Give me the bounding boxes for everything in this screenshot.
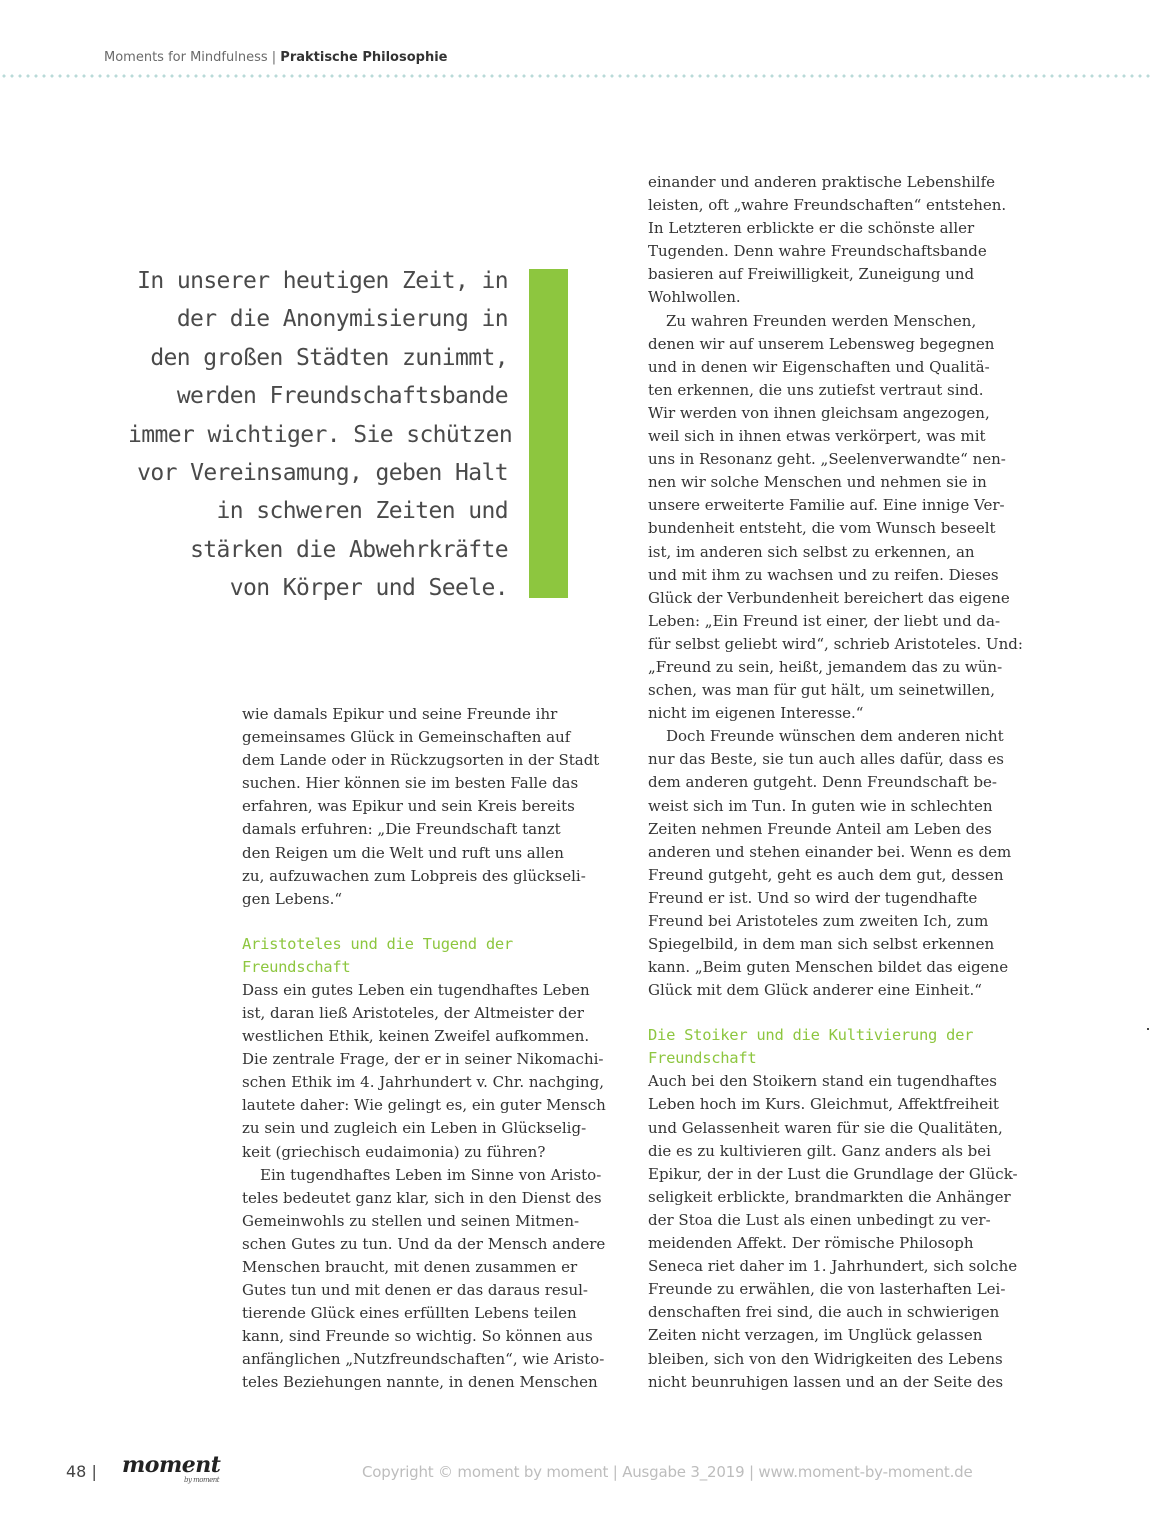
dotted-divider: [0, 73, 1150, 79]
logo-text: moment: [122, 1452, 221, 1478]
text-line: wie damals Epikur und seine Freunde ihr: [242, 705, 558, 723]
text-line: Leben: „Ein Freund ist einer, der liebt und da-: [648, 611, 1001, 630]
text-line: nicht im eigenen Interesse.“: [648, 704, 864, 723]
page-number-area: [66, 1462, 97, 1481]
text-line: Glück mit dem Glück anderer eine Einheit.“: [648, 981, 982, 1000]
text-line: Wir werden von ihnen gleichsam angezogen,: [648, 403, 990, 422]
text-line: Gutes tun und mit denen er das daraus resul-: [242, 1281, 588, 1300]
copyright-notice: Copyright © moment by moment | Ausgabe 3_2019 | www.moment-by-moment.de: [362, 1463, 973, 1481]
magazine-name: Moments for Mindfulness: [104, 50, 268, 65]
text-line: unsere erweiterte Familie auf. Eine innige Ver-: [648, 496, 1005, 515]
pull-quote-line: immer wichtiger. Sie schützen: [128, 421, 513, 448]
text-line: teles Beziehungen nannte, in denen Menschen: [242, 1373, 598, 1392]
left-column: [242, 703, 606, 1395]
text-line: nicht beunruhigen lassen und an der Seite des: [648, 1372, 1004, 1391]
text-line: ist, daran ließ Aristoteles, der Altmeister der: [242, 1003, 584, 1022]
text-line: zu, aufzuwachen zum Lobpreis des glückseli-: [242, 866, 586, 885]
text-line: den Reigen um die Welt und ruft uns allen: [242, 843, 564, 862]
text-line: Leben hoch im Kurs. Gleichmut, Affektfreiheit: [648, 1095, 999, 1114]
text-line: uns in Resonanz geht. „Seelenverwandte“ nen-: [648, 450, 1006, 469]
text-line: schen Ethik im 4. Jahrhundert v. Chr. nachging,: [242, 1073, 604, 1092]
text-line: lautete daher: Wie gelingt es, ein guter Mensch: [242, 1096, 606, 1115]
pull-quote-line: vor Vereinsamung, geben Halt: [137, 460, 508, 487]
pull-quote-line: in schweren Zeiten und: [216, 498, 508, 525]
text-line: ist, im anderen sich selbst zu erkennen, an: [648, 542, 975, 561]
text-line: „Freund zu sein, heißt, jemandem das zu wün-: [648, 657, 1003, 676]
text-line: dem Lande oder in Rückzugsorten in der Stadt: [242, 751, 600, 770]
text-line: weist sich im Tun. In guten wie in schlechten: [648, 796, 993, 815]
text-line: einander und anderen praktische Lebenshilfe: [648, 173, 995, 191]
heading-line: Freundschaft: [242, 957, 351, 976]
pull-quote-line: von Körper und Seele.: [229, 575, 508, 602]
text-line: Wohlwollen.: [648, 288, 741, 307]
paragraph: [242, 979, 606, 1164]
text-line: damals erfuhren: „Die Freundschaft tanzt: [242, 820, 561, 839]
text-line: Glück der Verbundenheit bereichert das eigene: [648, 588, 1010, 607]
text-line: Zeiten nehmen Freunde Anteil am Leben des: [648, 819, 992, 838]
section-heading: [242, 933, 606, 979]
text-line: suchen. Hier können sie im besten Falle das: [242, 774, 579, 793]
text-line: anderen und stehen einander bei. Wenn es dem: [648, 842, 1012, 861]
footer-separator: |: [91, 1462, 97, 1481]
text-line: bundenheit entsteht, die vom Wunsch beseelt: [648, 519, 996, 538]
page-number: 48: [66, 1462, 87, 1481]
text-line: der Stoa die Lust als einen unbedingt zu ver-: [648, 1210, 991, 1229]
paragraph: [648, 310, 1023, 726]
text-line: Auch bei den Stoikern stand ein tugendhaftes: [648, 1072, 997, 1091]
moment-logo: [122, 1452, 221, 1484]
text-line: zu sein und zugleich ein Leben in Glückselig-: [242, 1119, 587, 1138]
text-line: dem anderen gutgeht. Denn Freundschaft be-: [648, 773, 997, 792]
text-line: Zu wahren Freunden werden Menschen,: [666, 311, 977, 330]
paragraph: [648, 725, 1023, 1002]
text-line: schen Gutes zu tun. Und da der Mensch andere: [242, 1234, 606, 1253]
text-line: Dass ein gutes Leben ein tugendhaftes Leben: [242, 980, 590, 999]
text-line: westlichen Ethik, keinen Zweifel aufkommen.: [242, 1027, 590, 1046]
text-line: Zeiten nicht verzagen, im Unglück gelassen: [648, 1326, 983, 1345]
text-line: Tugenden. Denn wahre Freundschaftsbande: [648, 242, 987, 261]
text-line: und Gelassenheit waren für sie die Qualitäten,: [648, 1118, 1003, 1137]
section-name: Praktische Philosophie: [280, 50, 448, 65]
paragraph: [242, 1164, 606, 1395]
text-line: meidenden Affekt. Der römische Philosoph: [648, 1234, 974, 1253]
text-line: leisten, oft „wahre Freundschaften“ entstehen.: [648, 196, 1007, 215]
intro-paragraph: [242, 703, 606, 911]
paragraph: [648, 171, 1023, 310]
text-line: Freunde zu erwählen, die von lasterhaften Lei-: [648, 1280, 1006, 1299]
text-line: Doch Freunde wünschen dem anderen nicht: [666, 727, 1004, 746]
text-line: Epikur, der in der Lust die Grundlage der Glück-: [648, 1164, 1018, 1183]
running-header: [104, 50, 448, 65]
text-line: und mit ihm zu wachsen und zu reifen. Dieses: [648, 565, 999, 584]
paragraph: [648, 1070, 1023, 1393]
text-line: Freund bei Aristoteles zum zweiten Ich, zum: [648, 912, 989, 930]
text-line: denen wir auf unserem Lebensweg begegnen: [648, 334, 995, 353]
header-separator: |: [271, 50, 277, 65]
text-line: erfahren, was Epikur und sein Kreis bereits: [242, 797, 575, 816]
text-line: bleiben, sich von den Widrigkeiten des Lebens: [648, 1349, 1003, 1368]
text-line: die es zu kultivieren gilt. Ganz anders als bei: [648, 1141, 991, 1160]
text-line: gemeinsames Glück in Gemeinschaften auf: [242, 728, 571, 747]
pull-quote: [128, 262, 513, 608]
text-line: kann, sind Freunde so wichtig. So können aus: [242, 1327, 593, 1346]
text-line: kann. „Beim guten Menschen bildet das eigene: [648, 958, 1009, 977]
text-line: weil sich in ihnen etwas verkörpert, was mit: [648, 427, 986, 446]
text-line: Seneca riet daher im 1. Jahrhundert, sich solche: [648, 1257, 1018, 1276]
text-line: und in denen wir Eigenschaften und Qualitä-: [648, 357, 990, 376]
text-line: Die zentrale Frage, der er in seiner Nikomachi-: [242, 1050, 604, 1069]
text-line: schen, was man für gut hält, um seinetwillen,: [648, 681, 995, 700]
pull-quote-line: werden Freundschaftsbande: [176, 383, 508, 410]
pull-quote-line: stärken die Abwehrkräfte: [190, 536, 508, 563]
text-line: für selbst geliebt wird“, schrieb Aristoteles. Und:: [648, 634, 1023, 653]
text-line: ten erkennen, die uns zutiefst vertraut sind.: [648, 380, 984, 399]
heading-line: Aristoteles und die Tugend der: [242, 934, 513, 953]
right-column: [648, 171, 1023, 1394]
text-line: Menschen braucht, mit denen zusammen er: [242, 1257, 578, 1276]
pull-quote-line: In unserer heutigen Zeit, in: [137, 268, 508, 294]
accent-bar: [529, 269, 568, 598]
pull-quote-line: den großen Städten zunimmt,: [150, 344, 508, 371]
text-line: Freund gutgeht, geht es auch dem gut, dessen: [648, 865, 1004, 884]
text-line: In Letzteren erblickte er die schönste aller: [648, 219, 975, 238]
text-line: basieren auf Freiwilligkeit, Zuneigung und: [648, 265, 975, 284]
pull-quote-line: der die Anonymisierung in: [176, 306, 508, 333]
text-line: keit (griechisch eudaimonia) zu führen?: [242, 1142, 546, 1161]
text-line: seligkeit erblickte, brandmarkten die Anhänger: [648, 1187, 1011, 1206]
heading-line: Freundschaft: [648, 1049, 757, 1068]
text-line: Ein tugendhaftes Leben im Sinne von Aristo-: [260, 1165, 602, 1184]
text-line: gen Lebens.“: [242, 889, 343, 908]
text-line: tierende Glück eines erfüllten Lebens teilen: [242, 1304, 577, 1323]
logo-subtext: by moment: [184, 1476, 220, 1484]
text-line: denschaften frei sind, die auch in schwierigen: [648, 1303, 1000, 1322]
text-line: Gemeinwohls zu stellen und seinen Mitmen-: [242, 1211, 580, 1230]
text-line: anfänglichen „Nutzfreundschaften“, wie Aristo-: [242, 1350, 605, 1369]
text-line: nur das Beste, sie tun auch alles dafür, dass es: [648, 750, 1004, 769]
text-line: teles bedeutet ganz klar, sich in den Dienst des: [242, 1188, 602, 1207]
text-line: Freund er ist. Und so wird der tugendhafte: [648, 888, 978, 907]
text-line: nen wir solche Menschen und nehmen sie in: [648, 473, 987, 492]
text-line: Spiegelbild, in dem man sich selbst erkennen: [648, 935, 995, 954]
section-heading: [648, 1024, 1023, 1070]
print-mark: [1147, 1028, 1149, 1030]
heading-line: Die Stoiker und die Kultivierung der: [648, 1026, 974, 1045]
